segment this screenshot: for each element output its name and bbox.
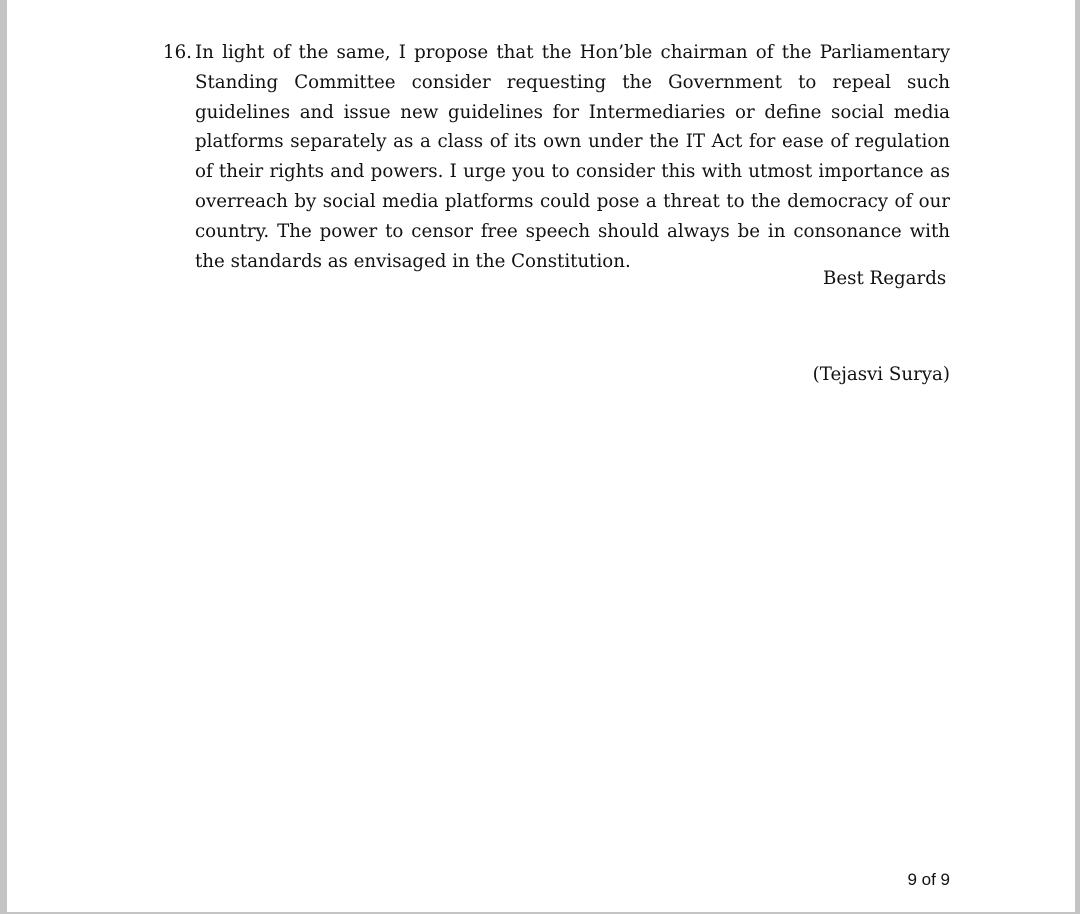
page-number: 9 of 9 bbox=[907, 870, 950, 889]
paragraph-text: In light of the same, I propose that the Hon’ble chairman of the Parliamentary Standing Committee consider requesting the Government to repeal such guidelines and issue new guidelines for Intermediaries or define social media platforms separately as a class of its own under the IT Act for ease of regulation of their rights and powers. I urge you to consider this with utmost importance as overreach by social media platforms could pose a threat to the democracy of our country. The power to censor free speech should always be in consonance with the standards as envisaged in the Constitution. bbox=[195, 42, 950, 272]
numbered-paragraph bbox=[163, 38, 950, 276]
signatory-name: (Tejasvi Surya) bbox=[812, 364, 950, 385]
closing-salutation: Best Regards bbox=[823, 268, 947, 289]
document-page bbox=[7, 0, 1075, 912]
paragraph-number: 16. bbox=[163, 42, 192, 63]
